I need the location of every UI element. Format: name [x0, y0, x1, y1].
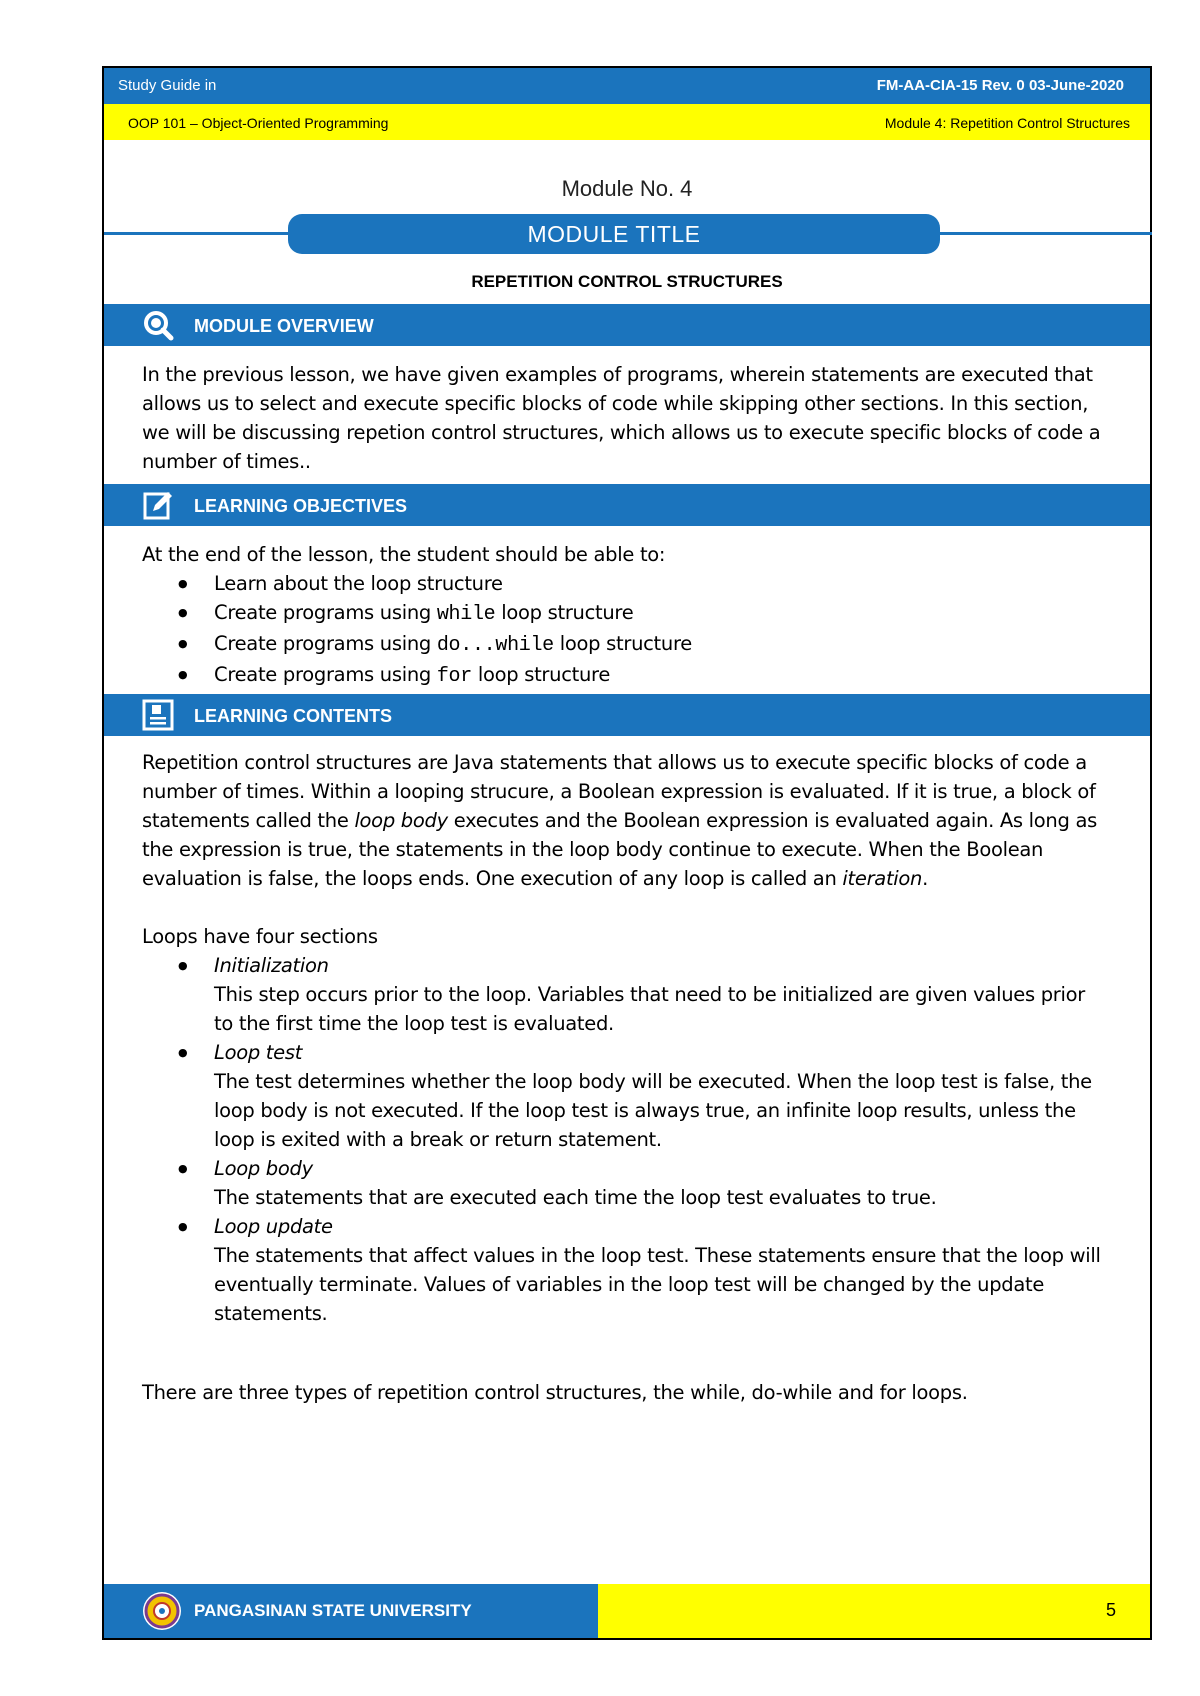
list-item: ● Create programs using do...while loop structure [142, 629, 1102, 660]
section-description: This step occurs prior to the loop. Variables that need to be initialized are given values prior to the first time the loop test is evaluated. [214, 983, 1085, 1035]
page-footer [104, 1584, 1150, 1638]
university-seal-icon [142, 1591, 182, 1631]
sections-intro: Loops have four sections [142, 925, 378, 948]
section-name: Loop test [214, 1041, 303, 1064]
overview-text [142, 360, 1102, 476]
footer-university-band [104, 1584, 598, 1638]
term-loop-body: loop body [354, 809, 448, 832]
section-description: The test determines whether the loop body will be executed. When the loop test is false, the loop body is not executed. If the loop test is always true, an infinite loop results, unless the loop is exited with a break or return statement. [214, 1070, 1092, 1151]
module-reference: Module 4: Repetition Control Structures [884, 115, 1130, 131]
module-number: Module No. 4 [561, 176, 693, 201]
objectives-list [142, 569, 1102, 691]
course-name: OOP 101 – Object-Oriented Programming [128, 115, 389, 131]
study-guide-label: Study Guide in [118, 77, 217, 94]
section-description: The statements that affect values in the loop test. These statements ensure that the loop will eventually terminate. Values of variables in the loop test will be changed by the update statements. [214, 1244, 1101, 1325]
title-rule-left [104, 232, 290, 235]
list-item [142, 1038, 1102, 1154]
document-page [102, 66, 1152, 1640]
code-keyword: do...while [436, 634, 554, 657]
contents-text [142, 748, 1102, 1407]
code-keyword: while [436, 603, 496, 626]
list-item [142, 1212, 1102, 1328]
objectives-text [142, 540, 1102, 691]
list-item: ● Create programs using while loop structure [142, 598, 1102, 629]
closing-paragraph: There are three types of repetition control structures, the while, do-while and for loops. [142, 1381, 968, 1404]
section-name: Initialization [214, 954, 329, 977]
list-item: ● Create programs using for loop structure [142, 660, 1102, 691]
page-number: 5 [1105, 1600, 1116, 1620]
module-overview-bar [104, 304, 1150, 346]
contents-paragraph: Repetition control structures are Java statements that allows us to execute specific blocks of code a number of times. Within a looping strucure, a Boolean expression is evaluated. If it is true, a block of statements called the loop body executes and the Boolean expression is evaluated again. As long as the expression is true, the statements in the loop body continue to execute. When the Boolean evaluation is false, the loops ends. One execution of any loop is called an iteration. [142, 751, 1097, 890]
footer-page-band [598, 1584, 1150, 1638]
list-item [142, 951, 1102, 1038]
magnifier-icon [142, 309, 174, 341]
code-keyword: for [436, 665, 472, 688]
module-overview-heading: MODULE OVERVIEW [194, 316, 374, 336]
loop-sections-list [142, 951, 1102, 1328]
header-course-bar [104, 104, 1150, 140]
objectives-intro: At the end of the lesson, the student should be able to: [142, 543, 666, 566]
header-top-bar [104, 68, 1150, 104]
title-rule-right [938, 232, 1152, 235]
section-name: Loop update [214, 1215, 333, 1238]
learning-objectives-heading: LEARNING OBJECTIVES [194, 496, 408, 516]
learning-contents-bar [104, 694, 1150, 736]
university-name: PANGASINAN STATE UNIVERSITY [194, 1601, 472, 1620]
learning-contents-heading: LEARNING CONTENTS [194, 706, 392, 726]
section-description: The statements that are executed each time the loop test evaluates to true. [214, 1186, 937, 1209]
term-iteration: iteration [842, 867, 923, 890]
module-title-banner: MODULE TITLE [288, 214, 940, 254]
form-code: FM-AA-CIA-15 Rev. 0 03-June-2020 [876, 77, 1124, 94]
document-icon [142, 699, 174, 731]
list-item: ● Learn about the loop structure [142, 569, 1102, 598]
overview-paragraph: In the previous lesson, we have given examples of programs, wherein statements are executed that allows us to select and execute specific blocks of code while skipping other sections. In this section, we will be discussing repetion control structures, which allows us to execute specific blocks of code a number of times.. [142, 363, 1101, 473]
module-title: REPETITION CONTROL STRUCTURES [471, 272, 783, 291]
edit-icon [142, 489, 174, 521]
section-name: Loop body [214, 1157, 313, 1180]
learning-objectives-bar [104, 484, 1150, 526]
list-item [142, 1154, 1102, 1212]
